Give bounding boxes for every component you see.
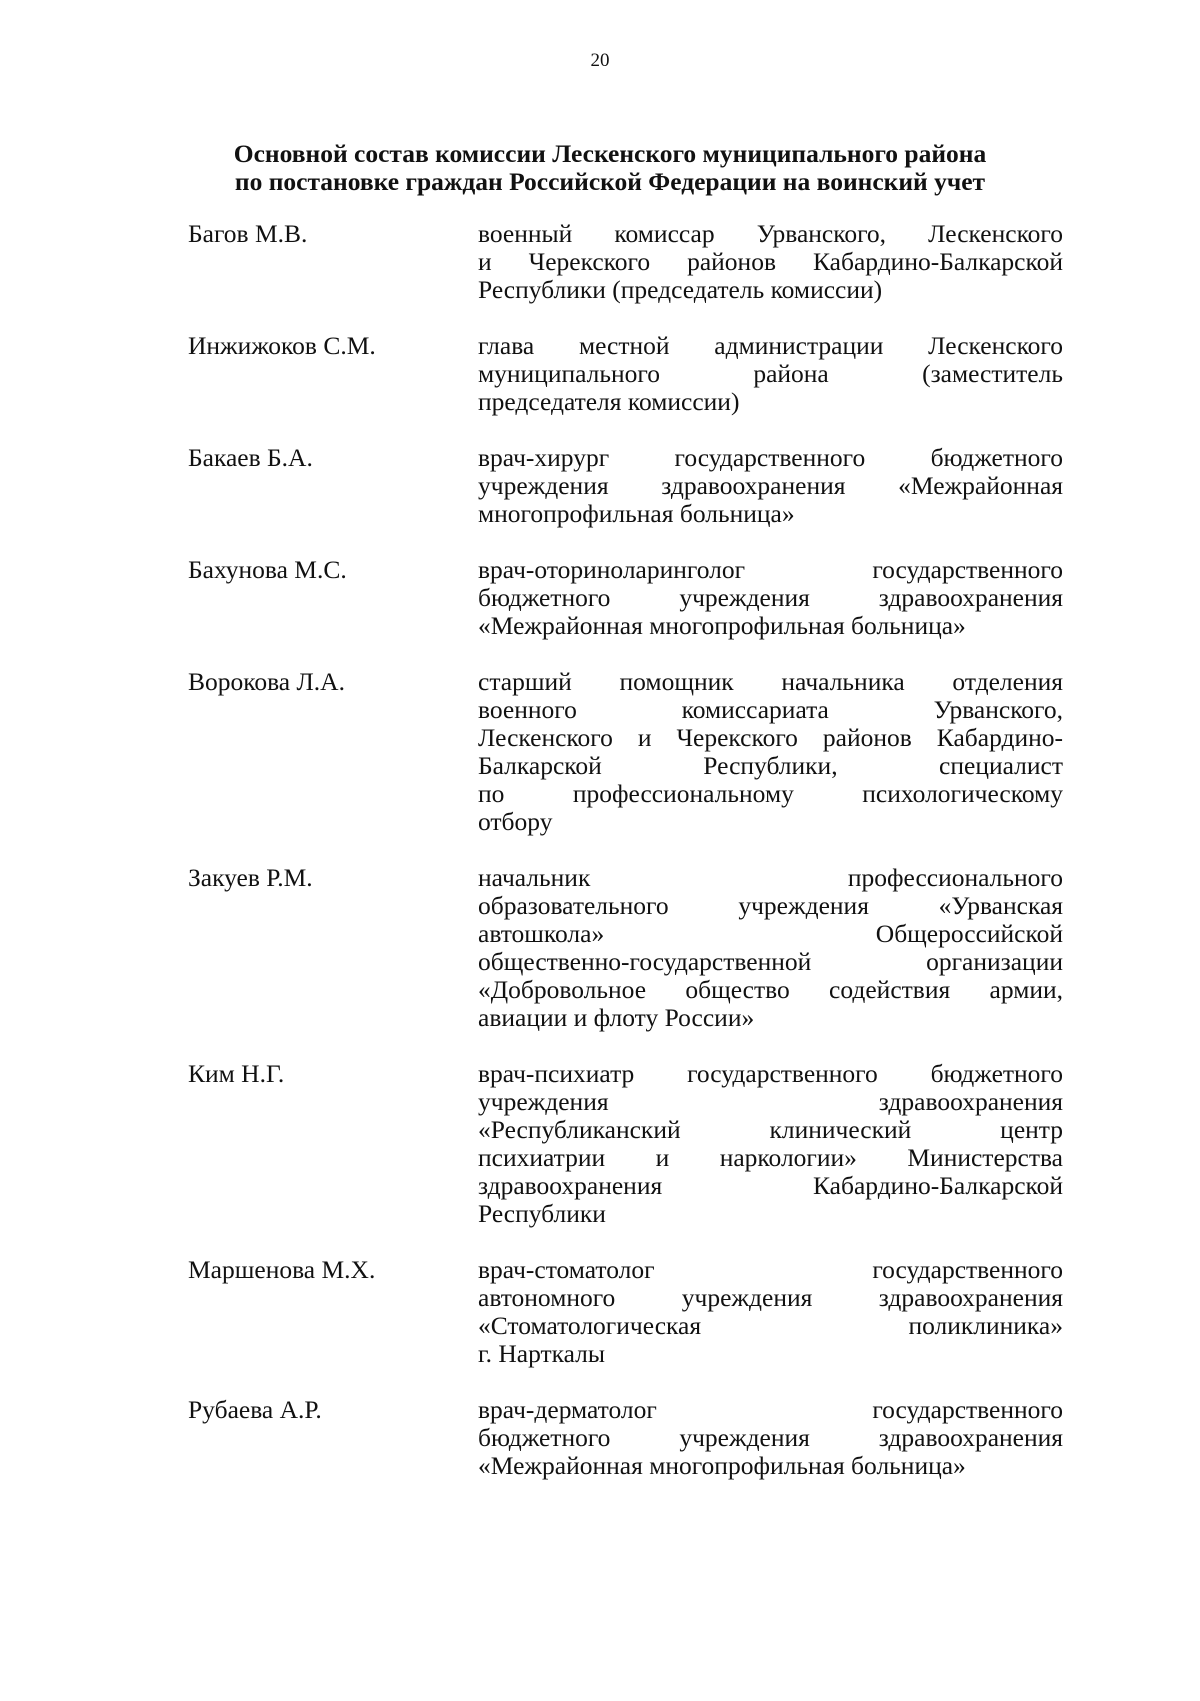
member-entry bbox=[188, 1256, 1068, 1368]
member-role-line: военный комиссар Урванского, Лескенского bbox=[478, 219, 1063, 248]
commission-members-list bbox=[188, 220, 1068, 1508]
member-role-line: Балкарской Республики, специалист bbox=[478, 751, 1063, 780]
page-number: 20 bbox=[590, 50, 610, 71]
member-role-line: Республики bbox=[478, 1199, 606, 1228]
member-role bbox=[478, 864, 1063, 1032]
member-role-line: председателя комиссии) bbox=[478, 387, 740, 416]
member-name: Багов М.В. bbox=[188, 219, 308, 248]
member-entry bbox=[188, 556, 1068, 640]
member-role bbox=[478, 556, 1063, 640]
member-role-line: и Черекского районов Кабардино-Балкарской bbox=[478, 247, 1063, 276]
member-name: Ким Н.Г. bbox=[188, 1059, 285, 1088]
member-role bbox=[478, 668, 1063, 836]
member-role-line: старший помощник начальника отделения bbox=[478, 667, 1063, 696]
member-role bbox=[478, 220, 1063, 304]
member-role-line: врач-психиатр государственного бюджетного bbox=[478, 1059, 1063, 1088]
member-role-line: общественно-государственной организации bbox=[478, 947, 1063, 976]
member-role-line: муниципального района (заместитель bbox=[478, 359, 1063, 388]
member-role-line: психиатрии и наркологии» Министерства bbox=[478, 1143, 1063, 1172]
member-role-line: военного комиссариата Урванского, bbox=[478, 695, 1063, 724]
member-entry bbox=[188, 332, 1068, 416]
member-role-line: «Добровольное общество содействия армии, bbox=[478, 975, 1063, 1004]
member-name: Бахунова М.С. bbox=[188, 555, 347, 584]
member-role bbox=[478, 444, 1063, 528]
member-role bbox=[478, 332, 1063, 416]
member-name: Рубаева А.Р. bbox=[188, 1395, 322, 1424]
member-role bbox=[478, 1060, 1063, 1228]
member-entry bbox=[188, 864, 1068, 1032]
member-role-line: отбору bbox=[478, 807, 553, 836]
member-role-line: врач-дерматолог государственного bbox=[478, 1395, 1063, 1424]
member-role-line: «Межрайонная многопрофильная больница» bbox=[478, 611, 966, 640]
member-entry bbox=[188, 1396, 1068, 1480]
member-role-line: «Стоматологическая поликлиника» bbox=[478, 1311, 1063, 1340]
member-role-line: врач-оториноларинголог государственного bbox=[478, 555, 1063, 584]
member-role-line: по профессиональному психологическому bbox=[478, 779, 1063, 808]
member-role-line: здравоохранения Кабардино-Балкарской bbox=[478, 1171, 1063, 1200]
member-role-line: Лескенского и Черекского районов Кабардино- bbox=[478, 723, 1063, 752]
member-role-line: глава местной администрации Лескенского bbox=[478, 331, 1063, 360]
member-role-line: автошкола» Общероссийской bbox=[478, 919, 1063, 948]
member-role-line: образовательного учреждения «Урванская bbox=[478, 891, 1063, 920]
member-entry bbox=[188, 220, 1068, 304]
title-line-1: Основной состав комиссии Лескенского муниципального района bbox=[233, 139, 987, 168]
member-role bbox=[478, 1256, 1063, 1368]
title-line-2: по постановке граждан Российской Федерации на воинский учет bbox=[234, 167, 986, 196]
member-role-line: авиации и флоту России» bbox=[478, 1003, 755, 1032]
member-role-line: «Республиканский клинический центр bbox=[478, 1115, 1063, 1144]
member-role-line: учреждения здравоохранения bbox=[478, 1087, 1063, 1116]
member-entry bbox=[188, 444, 1068, 528]
member-role bbox=[478, 1396, 1063, 1480]
document-title bbox=[150, 140, 1070, 196]
member-role-line: бюджетного учреждения здравоохранения bbox=[478, 1423, 1063, 1452]
member-role-line: Республики (председатель комиссии) bbox=[478, 275, 883, 304]
member-role-line: врач-хирург государственного бюджетного bbox=[478, 443, 1063, 472]
member-name: Ворокова Л.А. bbox=[188, 667, 345, 696]
member-role-line: многопрофильная больница» bbox=[478, 499, 795, 528]
member-entry bbox=[188, 1060, 1068, 1228]
member-role-line: бюджетного учреждения здравоохранения bbox=[478, 583, 1063, 612]
member-name: Маршенова М.Х. bbox=[188, 1255, 376, 1284]
member-role-line: учреждения здравоохранения «Межрайонная bbox=[478, 471, 1063, 500]
member-role-line: «Межрайонная многопрофильная больница» bbox=[478, 1451, 966, 1480]
member-role-line: врач-стоматолог государственного bbox=[478, 1255, 1063, 1284]
member-role-line: автономного учреждения здравоохранения bbox=[478, 1283, 1063, 1312]
member-role-line: г. Нарткалы bbox=[478, 1339, 606, 1368]
member-name: Закуев Р.М. bbox=[188, 863, 313, 892]
member-name: Инжижоков С.М. bbox=[188, 331, 376, 360]
member-name: Бакаев Б.А. bbox=[188, 443, 313, 472]
member-entry bbox=[188, 668, 1068, 836]
member-role-line: начальник профессионального bbox=[478, 863, 1063, 892]
